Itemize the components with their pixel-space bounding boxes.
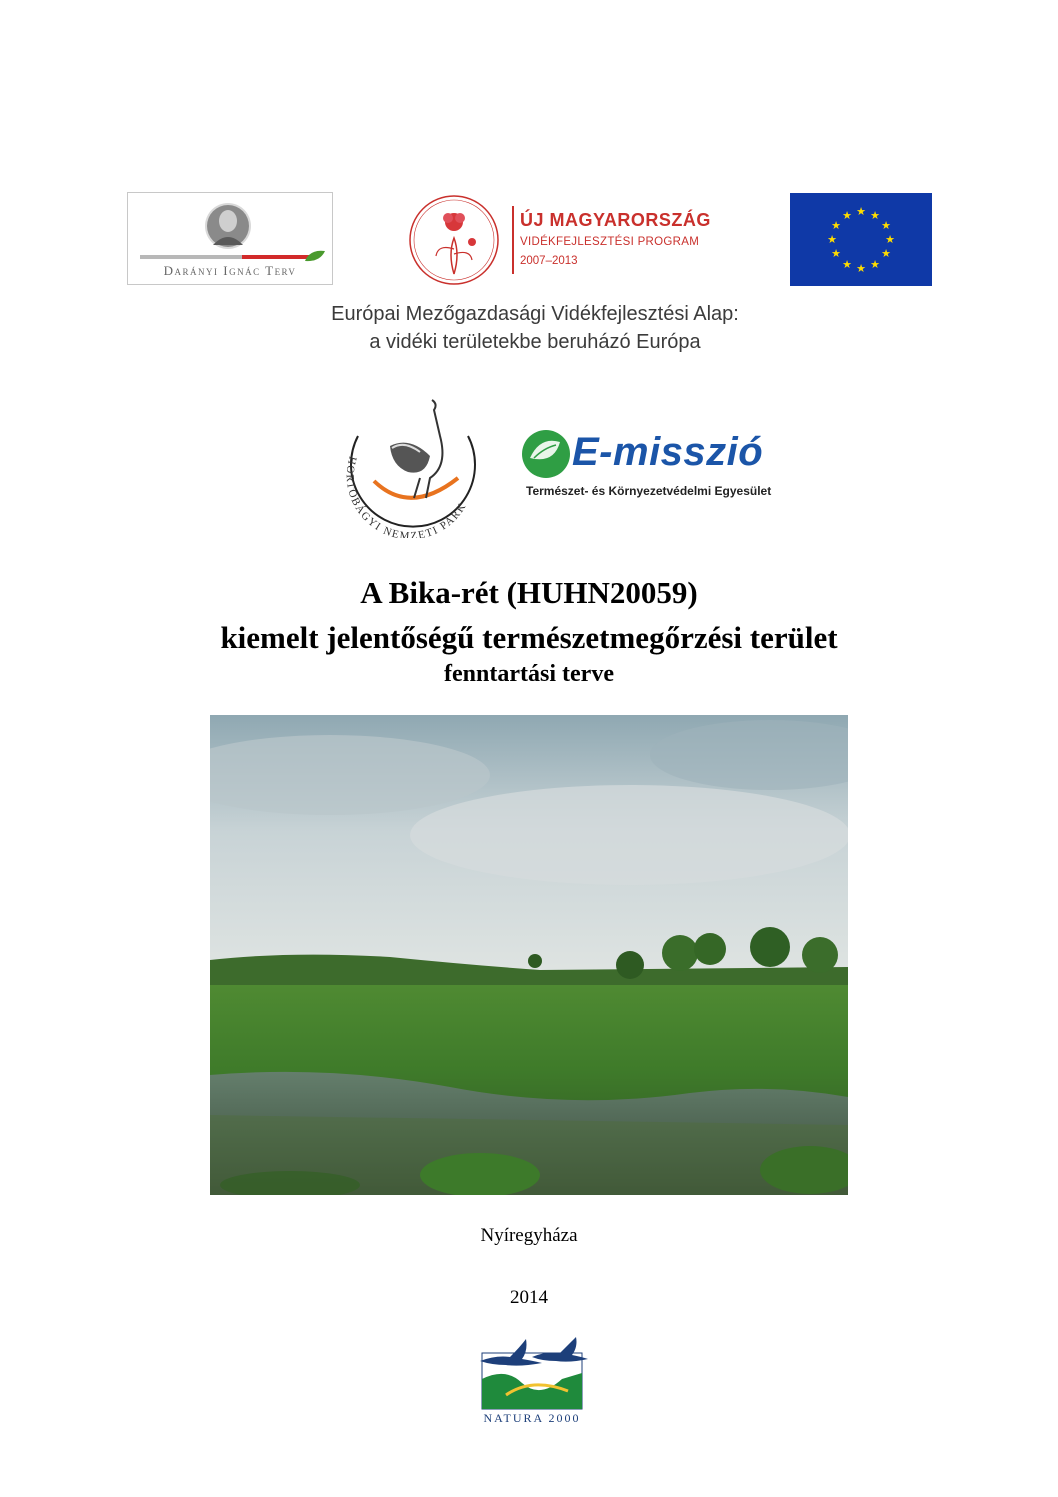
emisszio-subtitle: Természet- és Környezetvédelmi Egyesület [526, 484, 772, 498]
document-subtitle-2: fenntartási terve [444, 661, 614, 687]
svg-text:★: ★ [856, 205, 866, 218]
eu-flag [790, 193, 932, 286]
hortobagyi-nemzeti-park-logo [330, 396, 490, 538]
svg-text:★: ★ [842, 258, 852, 271]
svg-text:★: ★ [842, 209, 852, 222]
uj-magyarorszag-logo [406, 194, 716, 286]
document-title: A Bika-rét (HUHN20059) [360, 575, 698, 610]
leaf-icon [304, 249, 326, 263]
globe-leaf-icon [520, 428, 572, 480]
flower-emblem-icon [408, 194, 500, 286]
daranyi-ignac-terv-logo [127, 192, 333, 285]
city-text: Nyíregyháza [480, 1225, 578, 1246]
document-subtitle: kiemelt jelentőségű természetmegőrzési terület [220, 620, 838, 655]
uj-magyarorszag-program: VIDÉKFEJLESZTÉSI PROGRAM [520, 236, 700, 248]
svg-text:★: ★ [870, 209, 880, 222]
crane-emblem-icon [330, 396, 490, 538]
natura-birds-icon [476, 1333, 588, 1411]
meadow-landscape-photo [210, 715, 848, 1195]
emisszio-brand: E-misszió [572, 430, 764, 474]
daranyi-label: Darányi Ignác Terv [163, 263, 297, 278]
portrait-icon [205, 201, 251, 251]
emisszio-logo [520, 428, 785, 500]
svg-text:★: ★ [870, 258, 880, 271]
svg-text:★: ★ [885, 233, 895, 246]
eu-stars-icon [790, 193, 932, 286]
svg-text:★: ★ [881, 219, 891, 232]
divider-line [140, 255, 310, 259]
natura-2000-logo [476, 1333, 588, 1428]
uj-magyarorszag-title: ÚJ MAGYARORSZÁG [520, 210, 711, 230]
eafrd-text [250, 300, 820, 356]
svg-text:★: ★ [827, 233, 837, 246]
year-text: 2014 [510, 1287, 548, 1308]
svg-text:★: ★ [881, 247, 891, 260]
eafrd-line2: a vidéki területekbe beruházó Európa [369, 331, 701, 353]
svg-text:★: ★ [856, 262, 866, 275]
svg-text:★: ★ [831, 247, 841, 260]
hnp-label: HORTOBÁGYI NEMZETI PARK [343, 455, 469, 538]
natura-label: NATURA 2000 [483, 1411, 581, 1425]
uj-magyarorszag-years: 2007–2013 [520, 255, 578, 267]
logo-divider [512, 206, 514, 274]
eafrd-line1: Európai Mezőgazdasági Vidékfejlesztési Alap: [331, 303, 739, 325]
svg-text:★: ★ [831, 219, 841, 232]
